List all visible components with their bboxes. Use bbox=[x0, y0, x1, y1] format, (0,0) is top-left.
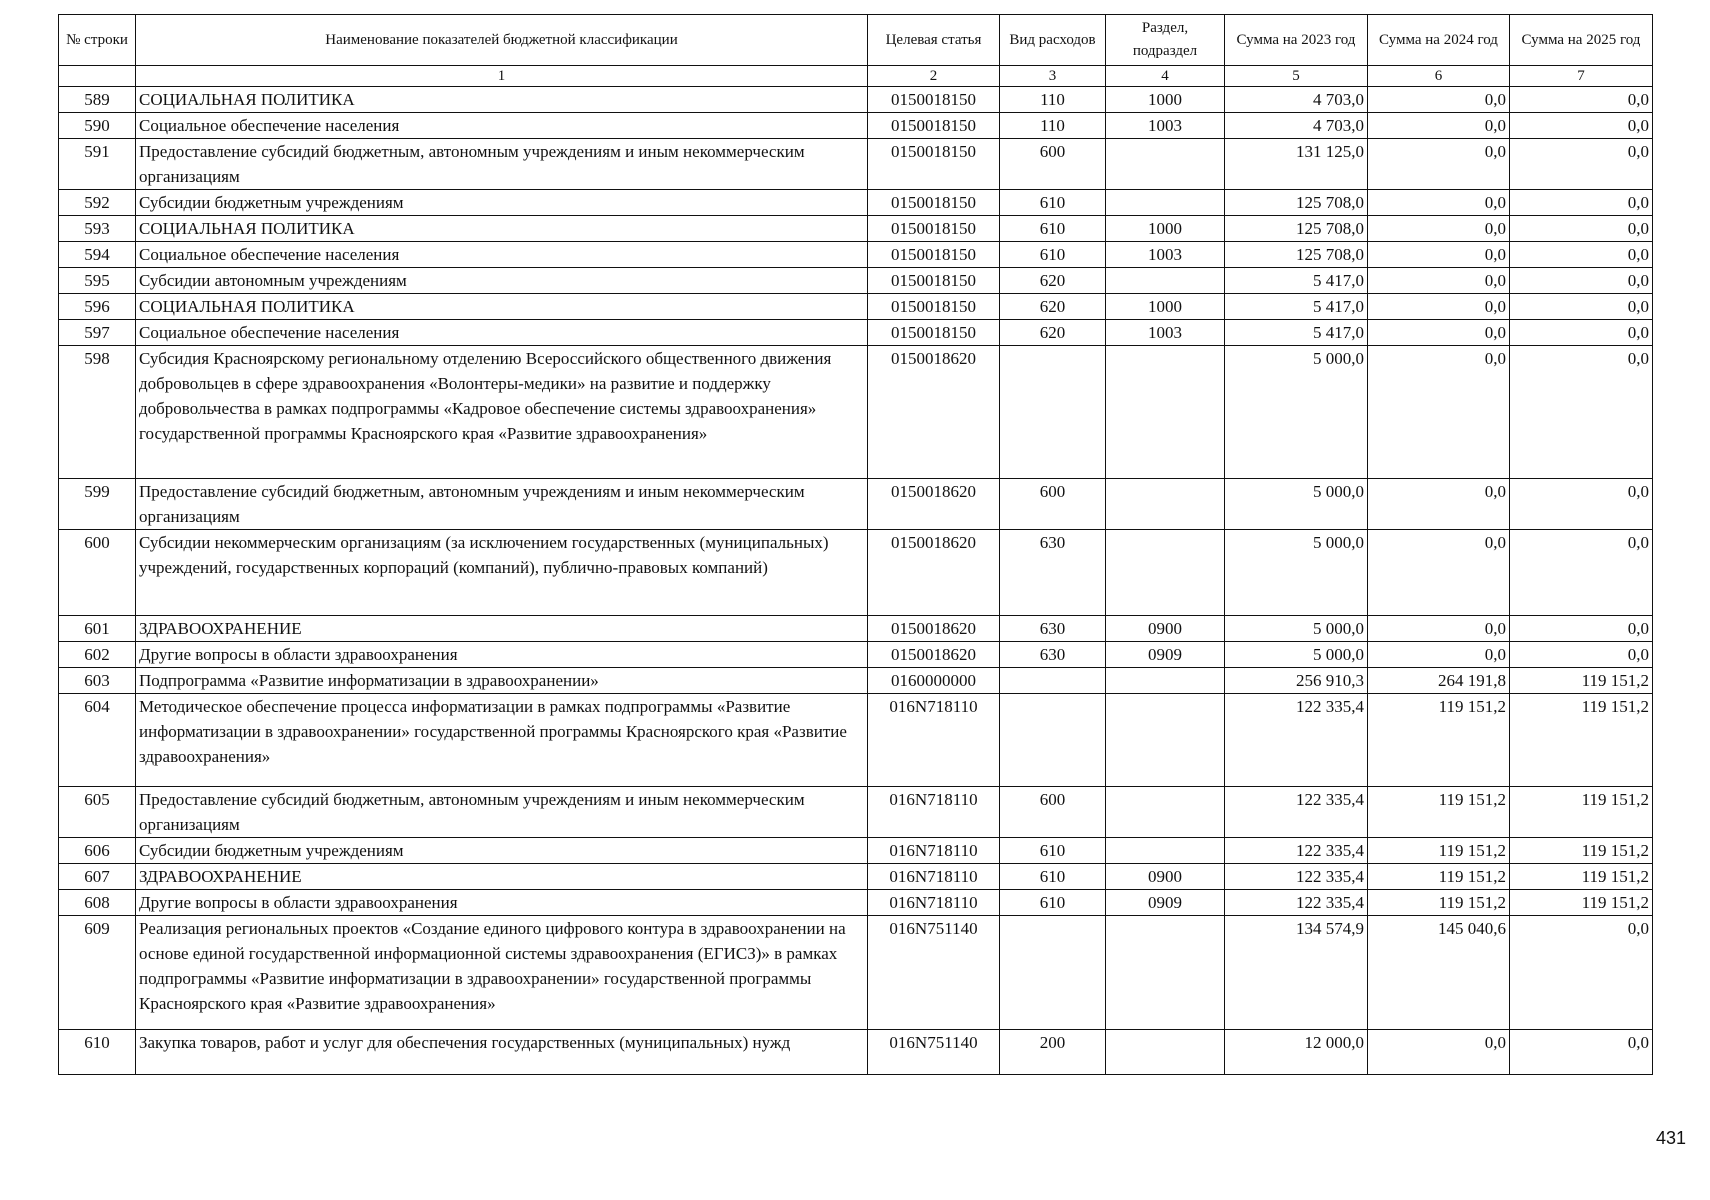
row-sum-2025: 0,0 bbox=[1510, 479, 1653, 530]
row-expense-type: 610 bbox=[1000, 890, 1106, 916]
row-target-article: 016N718110 bbox=[868, 787, 1000, 838]
table-row bbox=[59, 616, 1653, 642]
row-expense-type: 620 bbox=[1000, 294, 1106, 320]
row-section bbox=[1106, 838, 1225, 864]
row-section: 1003 bbox=[1106, 320, 1225, 346]
row-target-article: 0150018150 bbox=[868, 87, 1000, 113]
row-section: 0909 bbox=[1106, 642, 1225, 668]
row-expense-type: 610 bbox=[1000, 216, 1106, 242]
row-sum-2024: 0,0 bbox=[1368, 190, 1510, 216]
row-number: 599 bbox=[59, 479, 136, 530]
row-name: Субсидии некоммерческим организациям (за исключением государственных (муниципальных) учреждений, государственных корпораций (компаний), публично-правовых компаний) bbox=[136, 530, 868, 616]
row-number: 597 bbox=[59, 320, 136, 346]
row-target-article: 016N751140 bbox=[868, 1030, 1000, 1075]
row-section bbox=[1106, 346, 1225, 479]
row-name: Субсидии бюджетным учреждениям bbox=[136, 190, 868, 216]
row-sum-2024: 0,0 bbox=[1368, 87, 1510, 113]
row-expense-type: 620 bbox=[1000, 268, 1106, 294]
row-sum-2025: 0,0 bbox=[1510, 642, 1653, 668]
table-row bbox=[59, 1030, 1653, 1075]
row-section bbox=[1106, 787, 1225, 838]
table-row bbox=[59, 320, 1653, 346]
row-expense-type: 110 bbox=[1000, 87, 1106, 113]
row-section bbox=[1106, 694, 1225, 787]
table-row bbox=[59, 890, 1653, 916]
row-expense-type: 600 bbox=[1000, 787, 1106, 838]
row-number: 610 bbox=[59, 1030, 136, 1075]
header-target-article: Целевая статья bbox=[868, 15, 1000, 66]
row-number: 598 bbox=[59, 346, 136, 479]
row-section bbox=[1106, 1030, 1225, 1075]
row-sum-2024: 0,0 bbox=[1368, 479, 1510, 530]
row-number: 602 bbox=[59, 642, 136, 668]
row-target-article: 0150018150 bbox=[868, 268, 1000, 294]
row-number: 591 bbox=[59, 139, 136, 190]
row-sum-2024: 0,0 bbox=[1368, 216, 1510, 242]
table-row bbox=[59, 216, 1653, 242]
row-target-article: 016N751140 bbox=[868, 916, 1000, 1030]
row-sum-2025: 0,0 bbox=[1510, 268, 1653, 294]
row-sum-2024: 0,0 bbox=[1368, 1030, 1510, 1075]
row-sum-2025: 0,0 bbox=[1510, 87, 1653, 113]
table-row bbox=[59, 787, 1653, 838]
row-sum-2025: 0,0 bbox=[1510, 916, 1653, 1030]
row-expense-type: 630 bbox=[1000, 616, 1106, 642]
header-expense-type: Вид расходов bbox=[1000, 15, 1106, 66]
row-expense-type: 620 bbox=[1000, 320, 1106, 346]
row-number: 606 bbox=[59, 838, 136, 864]
row-sum-2023: 5 417,0 bbox=[1225, 268, 1368, 294]
row-sum-2025: 0,0 bbox=[1510, 113, 1653, 139]
row-sum-2024: 119 151,2 bbox=[1368, 787, 1510, 838]
row-sum-2024: 0,0 bbox=[1368, 530, 1510, 616]
row-sum-2023: 5 000,0 bbox=[1225, 642, 1368, 668]
row-sum-2024: 0,0 bbox=[1368, 346, 1510, 479]
row-sum-2023: 125 708,0 bbox=[1225, 216, 1368, 242]
budget-table bbox=[58, 14, 1653, 1075]
row-target-article: 0150018620 bbox=[868, 642, 1000, 668]
row-name: Предоставление субсидий бюджетным, автономным учреждениям и иным некоммерческим организациям bbox=[136, 787, 868, 838]
row-sum-2023: 131 125,0 bbox=[1225, 139, 1368, 190]
row-name: СОЦИАЛЬНАЯ ПОЛИТИКА bbox=[136, 216, 868, 242]
table-row bbox=[59, 642, 1653, 668]
row-expense-type: 110 bbox=[1000, 113, 1106, 139]
row-number: 609 bbox=[59, 916, 136, 1030]
row-sum-2023: 122 335,4 bbox=[1225, 694, 1368, 787]
row-sum-2023: 125 708,0 bbox=[1225, 242, 1368, 268]
row-number: 594 bbox=[59, 242, 136, 268]
row-target-article: 0160000000 bbox=[868, 668, 1000, 694]
row-target-article: 016N718110 bbox=[868, 694, 1000, 787]
header-indicator-name: Наименование показателей бюджетной классификации bbox=[136, 15, 868, 66]
row-section: 0909 bbox=[1106, 890, 1225, 916]
row-section bbox=[1106, 916, 1225, 1030]
row-sum-2024: 0,0 bbox=[1368, 268, 1510, 294]
row-number: 600 bbox=[59, 530, 136, 616]
row-name: ЗДРАВООХРАНЕНИЕ bbox=[136, 864, 868, 890]
table-row bbox=[59, 268, 1653, 294]
row-sum-2025: 0,0 bbox=[1510, 190, 1653, 216]
row-name: Закупка товаров, работ и услуг для обеспечения государственных (муниципальных) нужд bbox=[136, 1030, 868, 1075]
row-section: 1000 bbox=[1106, 294, 1225, 320]
row-section: 0900 bbox=[1106, 864, 1225, 890]
table-row bbox=[59, 346, 1653, 479]
row-expense-type: 610 bbox=[1000, 242, 1106, 268]
row-section bbox=[1106, 139, 1225, 190]
table-row bbox=[59, 530, 1653, 616]
row-sum-2025: 0,0 bbox=[1510, 346, 1653, 479]
row-sum-2023: 12 000,0 bbox=[1225, 1030, 1368, 1075]
column-number: 3 bbox=[1000, 66, 1106, 87]
column-number-row bbox=[59, 66, 1653, 87]
row-expense-type: 630 bbox=[1000, 642, 1106, 668]
row-name: Другие вопросы в области здравоохранения bbox=[136, 890, 868, 916]
row-sum-2025: 119 151,2 bbox=[1510, 668, 1653, 694]
row-sum-2023: 5 417,0 bbox=[1225, 294, 1368, 320]
row-section: 1003 bbox=[1106, 113, 1225, 139]
row-expense-type: 630 bbox=[1000, 530, 1106, 616]
row-section: 1000 bbox=[1106, 216, 1225, 242]
row-target-article: 0150018620 bbox=[868, 616, 1000, 642]
row-expense-type bbox=[1000, 916, 1106, 1030]
row-target-article: 0150018150 bbox=[868, 216, 1000, 242]
row-expense-type bbox=[1000, 694, 1106, 787]
table-row bbox=[59, 242, 1653, 268]
row-sum-2024: 119 151,2 bbox=[1368, 838, 1510, 864]
row-sum-2023: 256 910,3 bbox=[1225, 668, 1368, 694]
row-expense-type bbox=[1000, 346, 1106, 479]
row-target-article: 016N718110 bbox=[868, 864, 1000, 890]
row-section bbox=[1106, 530, 1225, 616]
row-sum-2024: 264 191,8 bbox=[1368, 668, 1510, 694]
row-sum-2025: 119 151,2 bbox=[1510, 864, 1653, 890]
table-row bbox=[59, 668, 1653, 694]
header-sum-2025: Сумма на 2025 год bbox=[1510, 15, 1653, 66]
row-number: 605 bbox=[59, 787, 136, 838]
header-row-number: № строки bbox=[59, 15, 136, 66]
table-header bbox=[59, 15, 1653, 87]
row-name: Социальное обеспечение населения bbox=[136, 242, 868, 268]
row-expense-type bbox=[1000, 668, 1106, 694]
table-row bbox=[59, 838, 1653, 864]
row-sum-2025: 0,0 bbox=[1510, 242, 1653, 268]
row-sum-2023: 125 708,0 bbox=[1225, 190, 1368, 216]
row-sum-2024: 0,0 bbox=[1368, 616, 1510, 642]
row-sum-2025: 0,0 bbox=[1510, 216, 1653, 242]
row-expense-type: 610 bbox=[1000, 864, 1106, 890]
row-name: Другие вопросы в области здравоохранения bbox=[136, 642, 868, 668]
row-target-article: 0150018150 bbox=[868, 242, 1000, 268]
row-sum-2024: 119 151,2 bbox=[1368, 864, 1510, 890]
row-sum-2025: 0,0 bbox=[1510, 616, 1653, 642]
row-section: 0900 bbox=[1106, 616, 1225, 642]
column-number: 5 bbox=[1225, 66, 1368, 87]
row-expense-type: 600 bbox=[1000, 479, 1106, 530]
row-sum-2025: 0,0 bbox=[1510, 1030, 1653, 1075]
row-name: Субсидии бюджетным учреждениям bbox=[136, 838, 868, 864]
row-expense-type: 610 bbox=[1000, 838, 1106, 864]
row-target-article: 0150018150 bbox=[868, 113, 1000, 139]
row-target-article: 0150018620 bbox=[868, 530, 1000, 616]
column-number bbox=[59, 66, 136, 87]
row-number: 601 bbox=[59, 616, 136, 642]
row-number: 604 bbox=[59, 694, 136, 787]
header-section: Раздел, подраздел bbox=[1106, 15, 1225, 66]
row-section: 1003 bbox=[1106, 242, 1225, 268]
row-number: 590 bbox=[59, 113, 136, 139]
row-section bbox=[1106, 190, 1225, 216]
row-sum-2023: 134 574,9 bbox=[1225, 916, 1368, 1030]
row-number: 589 bbox=[59, 87, 136, 113]
row-sum-2025: 0,0 bbox=[1510, 320, 1653, 346]
page-number: 431 bbox=[1656, 1128, 1687, 1148]
row-section: 1000 bbox=[1106, 87, 1225, 113]
row-target-article: 0150018150 bbox=[868, 190, 1000, 216]
row-sum-2023: 4 703,0 bbox=[1225, 113, 1368, 139]
row-sum-2025: 119 151,2 bbox=[1510, 787, 1653, 838]
row-name: СОЦИАЛЬНАЯ ПОЛИТИКА bbox=[136, 294, 868, 320]
row-sum-2024: 0,0 bbox=[1368, 139, 1510, 190]
row-sum-2024: 0,0 bbox=[1368, 294, 1510, 320]
row-name: Социальное обеспечение населения bbox=[136, 320, 868, 346]
header-sum-2023: Сумма на 2023 год bbox=[1225, 15, 1368, 66]
row-target-article: 0150018150 bbox=[868, 320, 1000, 346]
row-sum-2023: 122 335,4 bbox=[1225, 890, 1368, 916]
row-sum-2025: 0,0 bbox=[1510, 294, 1653, 320]
row-sum-2024: 145 040,6 bbox=[1368, 916, 1510, 1030]
row-name: СОЦИАЛЬНАЯ ПОЛИТИКА bbox=[136, 87, 868, 113]
header-sum-2024: Сумма на 2024 год bbox=[1368, 15, 1510, 66]
row-sum-2023: 5 000,0 bbox=[1225, 479, 1368, 530]
row-sum-2024: 0,0 bbox=[1368, 642, 1510, 668]
table-row bbox=[59, 294, 1653, 320]
column-number: 1 bbox=[136, 66, 868, 87]
row-sum-2023: 122 335,4 bbox=[1225, 864, 1368, 890]
row-sum-2025: 0,0 bbox=[1510, 139, 1653, 190]
row-target-article: 0150018620 bbox=[868, 346, 1000, 479]
row-number: 592 bbox=[59, 190, 136, 216]
row-expense-type: 610 bbox=[1000, 190, 1106, 216]
row-number: 607 bbox=[59, 864, 136, 890]
table-row bbox=[59, 113, 1653, 139]
table-row bbox=[59, 694, 1653, 787]
row-number: 593 bbox=[59, 216, 136, 242]
row-sum-2023: 4 703,0 bbox=[1225, 87, 1368, 113]
row-section bbox=[1106, 268, 1225, 294]
row-name: Предоставление субсидий бюджетным, автономным учреждениям и иным некоммерческим организациям bbox=[136, 479, 868, 530]
table-row bbox=[59, 864, 1653, 890]
row-sum-2024: 0,0 bbox=[1368, 242, 1510, 268]
row-name: Субсидия Красноярскому региональному отделению Всероссийского общественного движения добровольцев в сфере здравоохранения «Волонтеры-медики» на развитие и поддержку добровольчества в рамках подпрограммы «Кадровое обеспечение системы здравоохранения» государственной программы Красноярского края «Развитие здравоохранения» bbox=[136, 346, 868, 479]
row-sum-2024: 0,0 bbox=[1368, 113, 1510, 139]
row-number: 608 bbox=[59, 890, 136, 916]
row-name: Социальное обеспечение населения bbox=[136, 113, 868, 139]
table-row bbox=[59, 916, 1653, 1030]
column-number: 2 bbox=[868, 66, 1000, 87]
row-name: Субсидии автономным учреждениям bbox=[136, 268, 868, 294]
row-expense-type: 200 bbox=[1000, 1030, 1106, 1075]
row-sum-2023: 5 000,0 bbox=[1225, 346, 1368, 479]
table-row bbox=[59, 190, 1653, 216]
row-target-article: 0150018150 bbox=[868, 294, 1000, 320]
row-number: 603 bbox=[59, 668, 136, 694]
row-sum-2024: 119 151,2 bbox=[1368, 890, 1510, 916]
table-row bbox=[59, 139, 1653, 190]
row-sum-2024: 119 151,2 bbox=[1368, 694, 1510, 787]
row-target-article: 016N718110 bbox=[868, 838, 1000, 864]
row-name: Методическое обеспечение процесса информатизации в рамках подпрограммы «Развитие информатизации в здравоохранении» государственной программы Красноярского края «Развитие здравоохранения» bbox=[136, 694, 868, 787]
table-row bbox=[59, 87, 1653, 113]
table-row bbox=[59, 479, 1653, 530]
row-sum-2023: 5 000,0 bbox=[1225, 616, 1368, 642]
row-sum-2025: 119 151,2 bbox=[1510, 694, 1653, 787]
row-name: ЗДРАВООХРАНЕНИЕ bbox=[136, 616, 868, 642]
row-sum-2025: 0,0 bbox=[1510, 530, 1653, 616]
row-section bbox=[1106, 479, 1225, 530]
row-number: 595 bbox=[59, 268, 136, 294]
row-sum-2023: 122 335,4 bbox=[1225, 838, 1368, 864]
row-sum-2024: 0,0 bbox=[1368, 320, 1510, 346]
row-name: Подпрограмма «Развитие информатизации в здравоохранении» bbox=[136, 668, 868, 694]
row-name: Предоставление субсидий бюджетным, автономным учреждениям и иным некоммерческим организациям bbox=[136, 139, 868, 190]
row-target-article: 0150018150 bbox=[868, 139, 1000, 190]
column-number: 6 bbox=[1368, 66, 1510, 87]
row-sum-2025: 119 151,2 bbox=[1510, 890, 1653, 916]
table-body bbox=[59, 87, 1653, 1075]
row-sum-2023: 5 417,0 bbox=[1225, 320, 1368, 346]
row-target-article: 0150018620 bbox=[868, 479, 1000, 530]
row-section bbox=[1106, 668, 1225, 694]
row-sum-2025: 119 151,2 bbox=[1510, 838, 1653, 864]
row-target-article: 016N718110 bbox=[868, 890, 1000, 916]
column-number: 4 bbox=[1106, 66, 1225, 87]
row-number: 596 bbox=[59, 294, 136, 320]
column-number: 7 bbox=[1510, 66, 1653, 87]
row-name: Реализация региональных проектов «Создание единого цифрового контура в здравоохранении на основе единой государственной информационной системы здравоохранения (ЕГИСЗ)» в рамках подпрограммы «Развитие информатизации в здравоохранении» государственной программы Красноярского края «Развитие здравоохранения» bbox=[136, 916, 868, 1030]
row-expense-type: 600 bbox=[1000, 139, 1106, 190]
row-sum-2023: 122 335,4 bbox=[1225, 787, 1368, 838]
row-sum-2023: 5 000,0 bbox=[1225, 530, 1368, 616]
